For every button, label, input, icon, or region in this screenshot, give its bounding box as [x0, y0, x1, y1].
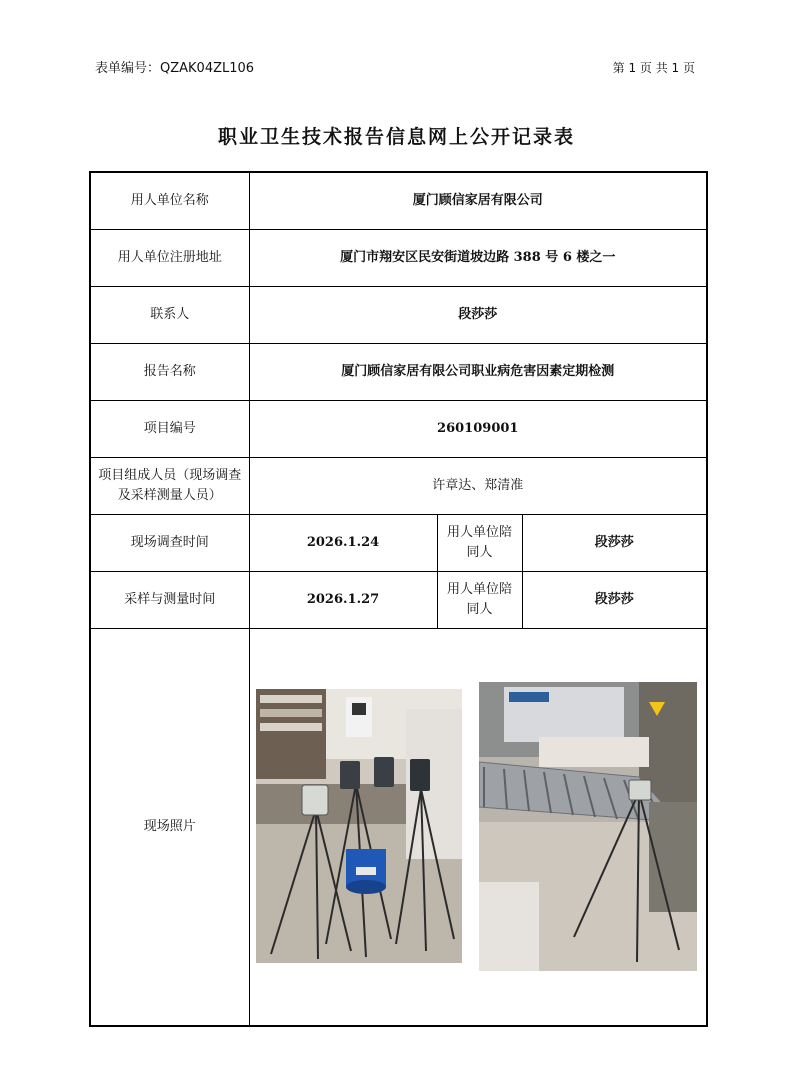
- sampling-time-label: 采样与测量时间: [90, 572, 249, 629]
- members-label: 项目组成人员（现场调查及采样测量人员）: [90, 458, 249, 515]
- row-contact: [90, 287, 707, 344]
- members-value: 许章达、郑清准: [249, 458, 707, 515]
- record-table: [89, 171, 708, 1027]
- row-members: [90, 458, 707, 515]
- sampling-companion-label: 用人单位陪同人: [437, 572, 522, 629]
- address-label: 用人单位注册地址: [90, 230, 249, 287]
- row-address: [90, 230, 707, 287]
- form-number: 表单编号：QZAK04ZL106: [95, 61, 255, 76]
- row-photos: [90, 629, 707, 1027]
- row-employer-name: [90, 172, 707, 230]
- photos-cell: [249, 629, 707, 1027]
- contact-value: 段莎莎: [249, 287, 707, 344]
- sampling-time-value: 2026.1.27: [249, 572, 437, 629]
- contact-label: 联系人: [90, 287, 249, 344]
- report-name-value: 厦门顾信家居有限公司职业病危害因素定期检测: [249, 344, 707, 401]
- row-project-number: [90, 401, 707, 458]
- employer-name-value: 厦门顾信家居有限公司: [249, 172, 707, 230]
- site-photo-conveyor: [479, 682, 697, 971]
- row-sampling: [90, 572, 707, 629]
- document-title: 职业卫生技术报告信息网上公开记录表: [217, 126, 575, 148]
- project-number-label: 项目编号: [90, 401, 249, 458]
- sampling-companion-value: 段莎莎: [522, 572, 707, 629]
- survey-time-label: 现场调查时间: [90, 515, 249, 572]
- address-value: 厦门市翔安区民安街道坡边路 388 号 6 楼之一: [249, 230, 707, 287]
- employer-name-label: 用人单位名称: [90, 172, 249, 230]
- project-number-value: 260109001: [249, 401, 707, 458]
- survey-companion-value: 段莎莎: [522, 515, 707, 572]
- page-info: 第 1 页 共 1 页: [612, 61, 695, 75]
- report-name-label: 报告名称: [90, 344, 249, 401]
- survey-companion-label: 用人单位陪同人: [437, 515, 522, 572]
- row-report-name: [90, 344, 707, 401]
- survey-time-value: 2026.1.24: [249, 515, 437, 572]
- photos-label: 现场照片: [90, 629, 249, 1027]
- row-survey: [90, 515, 707, 572]
- site-photo-samplers: [256, 689, 462, 963]
